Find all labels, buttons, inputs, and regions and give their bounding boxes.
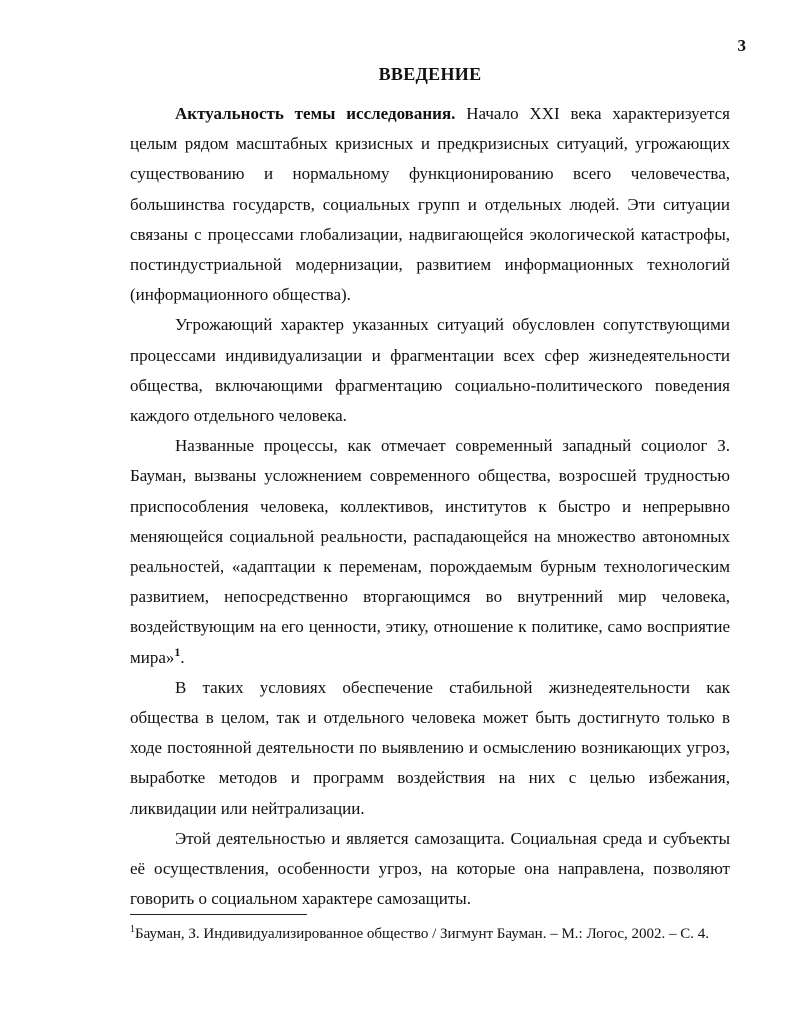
paragraph-threat-character bbox=[130, 310, 730, 431]
paragraph-bauman-quote bbox=[130, 431, 730, 673]
paragraph-text: Начало XXI века характеризуется целым рядом масштабных кризисных и предкризисных ситуаций, угрожающих существованию и нормальному функционированию всего человечества, большинства государств, социальных групп и отдельных людей. Эти ситуации связаны с процессами глобализации, надвигающейся экологической катастрофы, постиндустриальной модернизации, развитием информационных технологий (информационного общества). bbox=[130, 104, 730, 305]
paragraph-text: Угрожающий характер указанных ситуаций обусловлен сопутствующими процессами индивидуализации и фрагментации всех сфер жизнедеятельности общества, включающими фрагментацию социально-политического поведения каждого отдельного человека. bbox=[130, 315, 730, 426]
paragraph-lead: Актуальность темы исследования. bbox=[175, 104, 456, 123]
footnote-text: Бауман, З. Индивидуализированное общество / Зигмунт Бауман. – М.: Логос, 2002. – С. 4. bbox=[135, 926, 710, 942]
page-title: ВВЕДЕНИЕ bbox=[378, 64, 482, 84]
paragraph-relevance bbox=[130, 99, 730, 310]
paragraph-self-defense bbox=[130, 824, 730, 915]
paragraph-text: Этой деятельностью и является самозащита. Социальная среда и субъекты её осуществления, особенности угроз, на которые она направлена, позволяют говорить о социальном характере самозащиты. bbox=[130, 828, 730, 909]
paragraph-text: Названные процессы, как отмечает современный западный социолог З. Бауман, вызваны усложнением современного общества, возросшей трудностью приспособления человека, коллективов, институтов к быстро и непрерывно меняющейся социальной реальности, распадающейся на множество автономных реальностей, «адаптации к переменам, порождаемым бурным технологическим развитием, непосредственно вторгающимся во внутренний мир человека, воздействующим на его ценности, этику, отношение к политике, само восприятие мира» bbox=[130, 436, 730, 667]
footnote-reference[interactable]: 1 bbox=[174, 644, 181, 659]
body-text bbox=[130, 99, 730, 914]
page-number: 3 bbox=[737, 36, 746, 55]
paragraph-text: В таких условиях обеспечение стабильной жизнедеятельности как общества в целом, так и отдельного человека может быть достигнуто только в ходе постоянной деятельности по выявлению и осмыслению возникающих угроз, выработке методов и программ воздействия на них с целью избежания, ликвидации или нейтрализации. bbox=[130, 677, 730, 818]
footnote bbox=[130, 924, 750, 944]
footnote-marker: 1 bbox=[130, 924, 135, 935]
footnote-divider bbox=[130, 914, 307, 915]
paragraph-stability bbox=[130, 673, 730, 824]
paragraph-end-punctuation: . bbox=[180, 647, 185, 667]
